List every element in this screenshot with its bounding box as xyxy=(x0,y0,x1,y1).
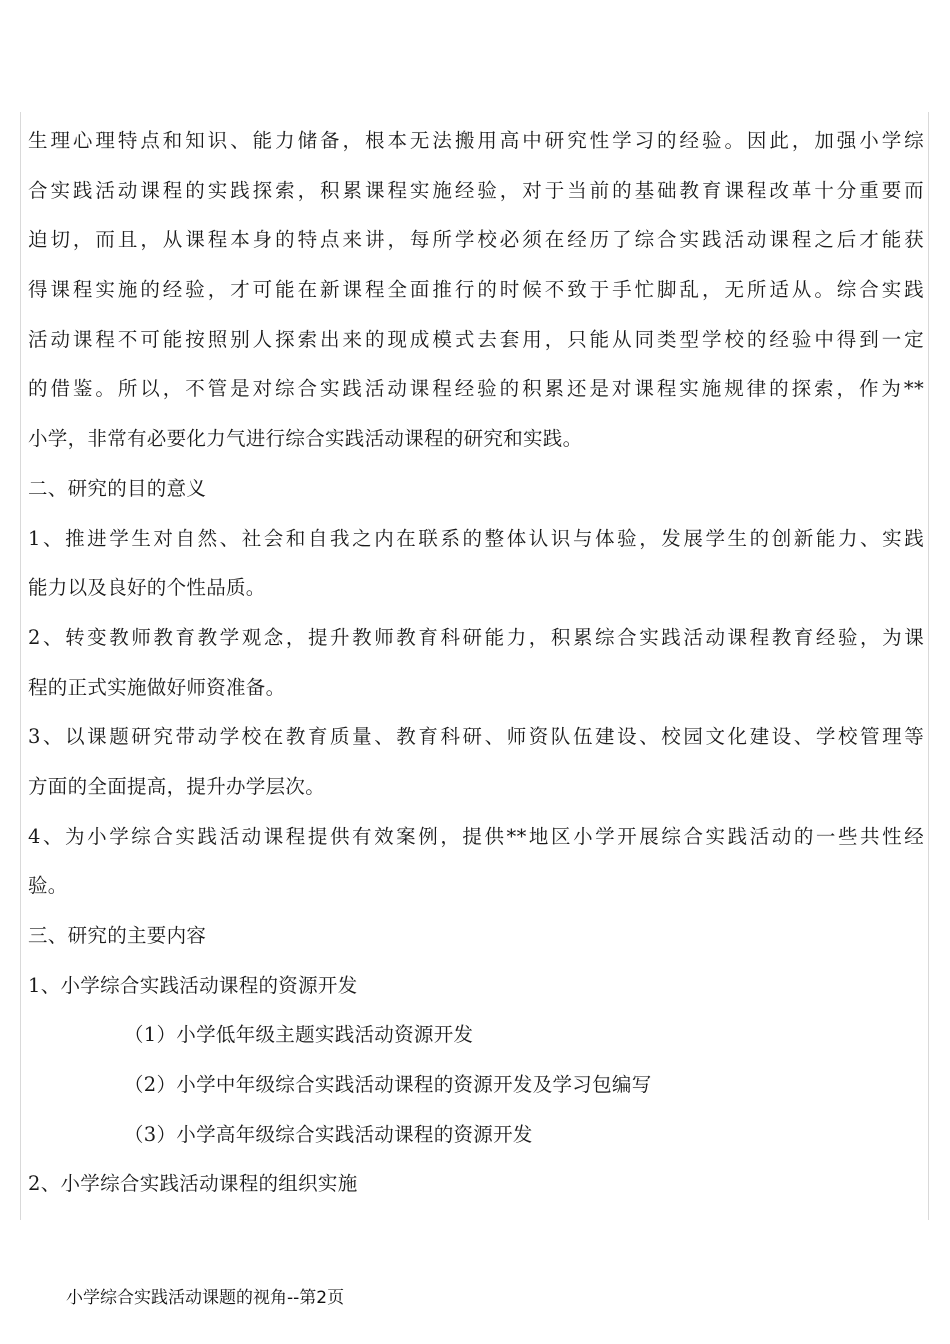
page-footer: 小学综合实践活动课题的视角--第2页 xyxy=(66,1288,345,1308)
list-item-line: 程的正式实施做好师资准备。 xyxy=(28,675,286,699)
paragraph-line: 活动课程不可能按照别人探索出来的现成模式去套用，只能从同类型学校的经验中得到一定 xyxy=(28,327,924,351)
list-item-line: 1、小学综合实践活动课程的资源开发 xyxy=(28,973,358,997)
paragraph-line: 得课程实施的经验，才可能在新课程全面推行的时候不致于手忙脚乱，无所适从。综合实践 xyxy=(28,278,924,302)
section-heading: 三、研究的主要内容 xyxy=(28,924,207,947)
sub-list-item: （2）小学中年级综合实践活动课程的资源开发及学习包编写 xyxy=(124,1073,652,1097)
paragraph-line: 的借鉴。所以，不管是对综合实践活动课程经验的积累还是对课程实施规律的探索，作为** xyxy=(28,377,924,401)
list-item-line: 2、转变教师教育教学观念，提升教师教育科研能力，积累综合实践活动课程教育经验，为课 xyxy=(28,625,924,649)
sub-list-item: （1）小学低年级主题实践活动资源开发 xyxy=(124,1023,474,1047)
paragraph-line: 合实践活动课程的实践探索，积累课程实施经验，对于当前的基础教育课程改革十分重要而 xyxy=(28,178,924,202)
list-item-line: 2、小学综合实践活动课程的组织实施 xyxy=(28,1172,358,1196)
section-heading: 二、研究的目的意义 xyxy=(28,476,207,500)
paragraph-line: 小学，非常有必要化力气进行综合实践活动课程的研究和实践。 xyxy=(28,427,583,451)
list-item-line: 方面的全面提高，提升办学层次。 xyxy=(28,774,326,798)
list-item-line: 能力以及良好的个性品质。 xyxy=(28,576,266,600)
list-item-line: 4、为小学综合实践活动课程提供有效案例，提供**地区小学开展综合实践活动的一些共性经 xyxy=(28,824,924,848)
list-item-line: 1、推进学生对自然、社会和自我之内在联系的整体认识与体验，发展学生的创新能力、实践 xyxy=(28,526,924,550)
list-item-line: 验。 xyxy=(28,874,68,898)
document-body xyxy=(28,116,924,1209)
paragraph-line: 生理心理特点和知识、能力储备，根本无法搬用高中研究性学习的经验。因此，加强小学综 xyxy=(28,129,924,152)
sub-list-item: （3）小学高年级综合实践活动课程的资源开发 xyxy=(124,1122,533,1146)
list-item-line: 3、以课题研究带动学校在教育质量、教育科研、师资队伍建设、校园文化建设、学校管理等 xyxy=(28,725,924,749)
paragraph-line: 迫切，而且，从课程本身的特点来讲，每所学校必须在经历了综合实践活动课程之后才能获 xyxy=(28,228,924,252)
